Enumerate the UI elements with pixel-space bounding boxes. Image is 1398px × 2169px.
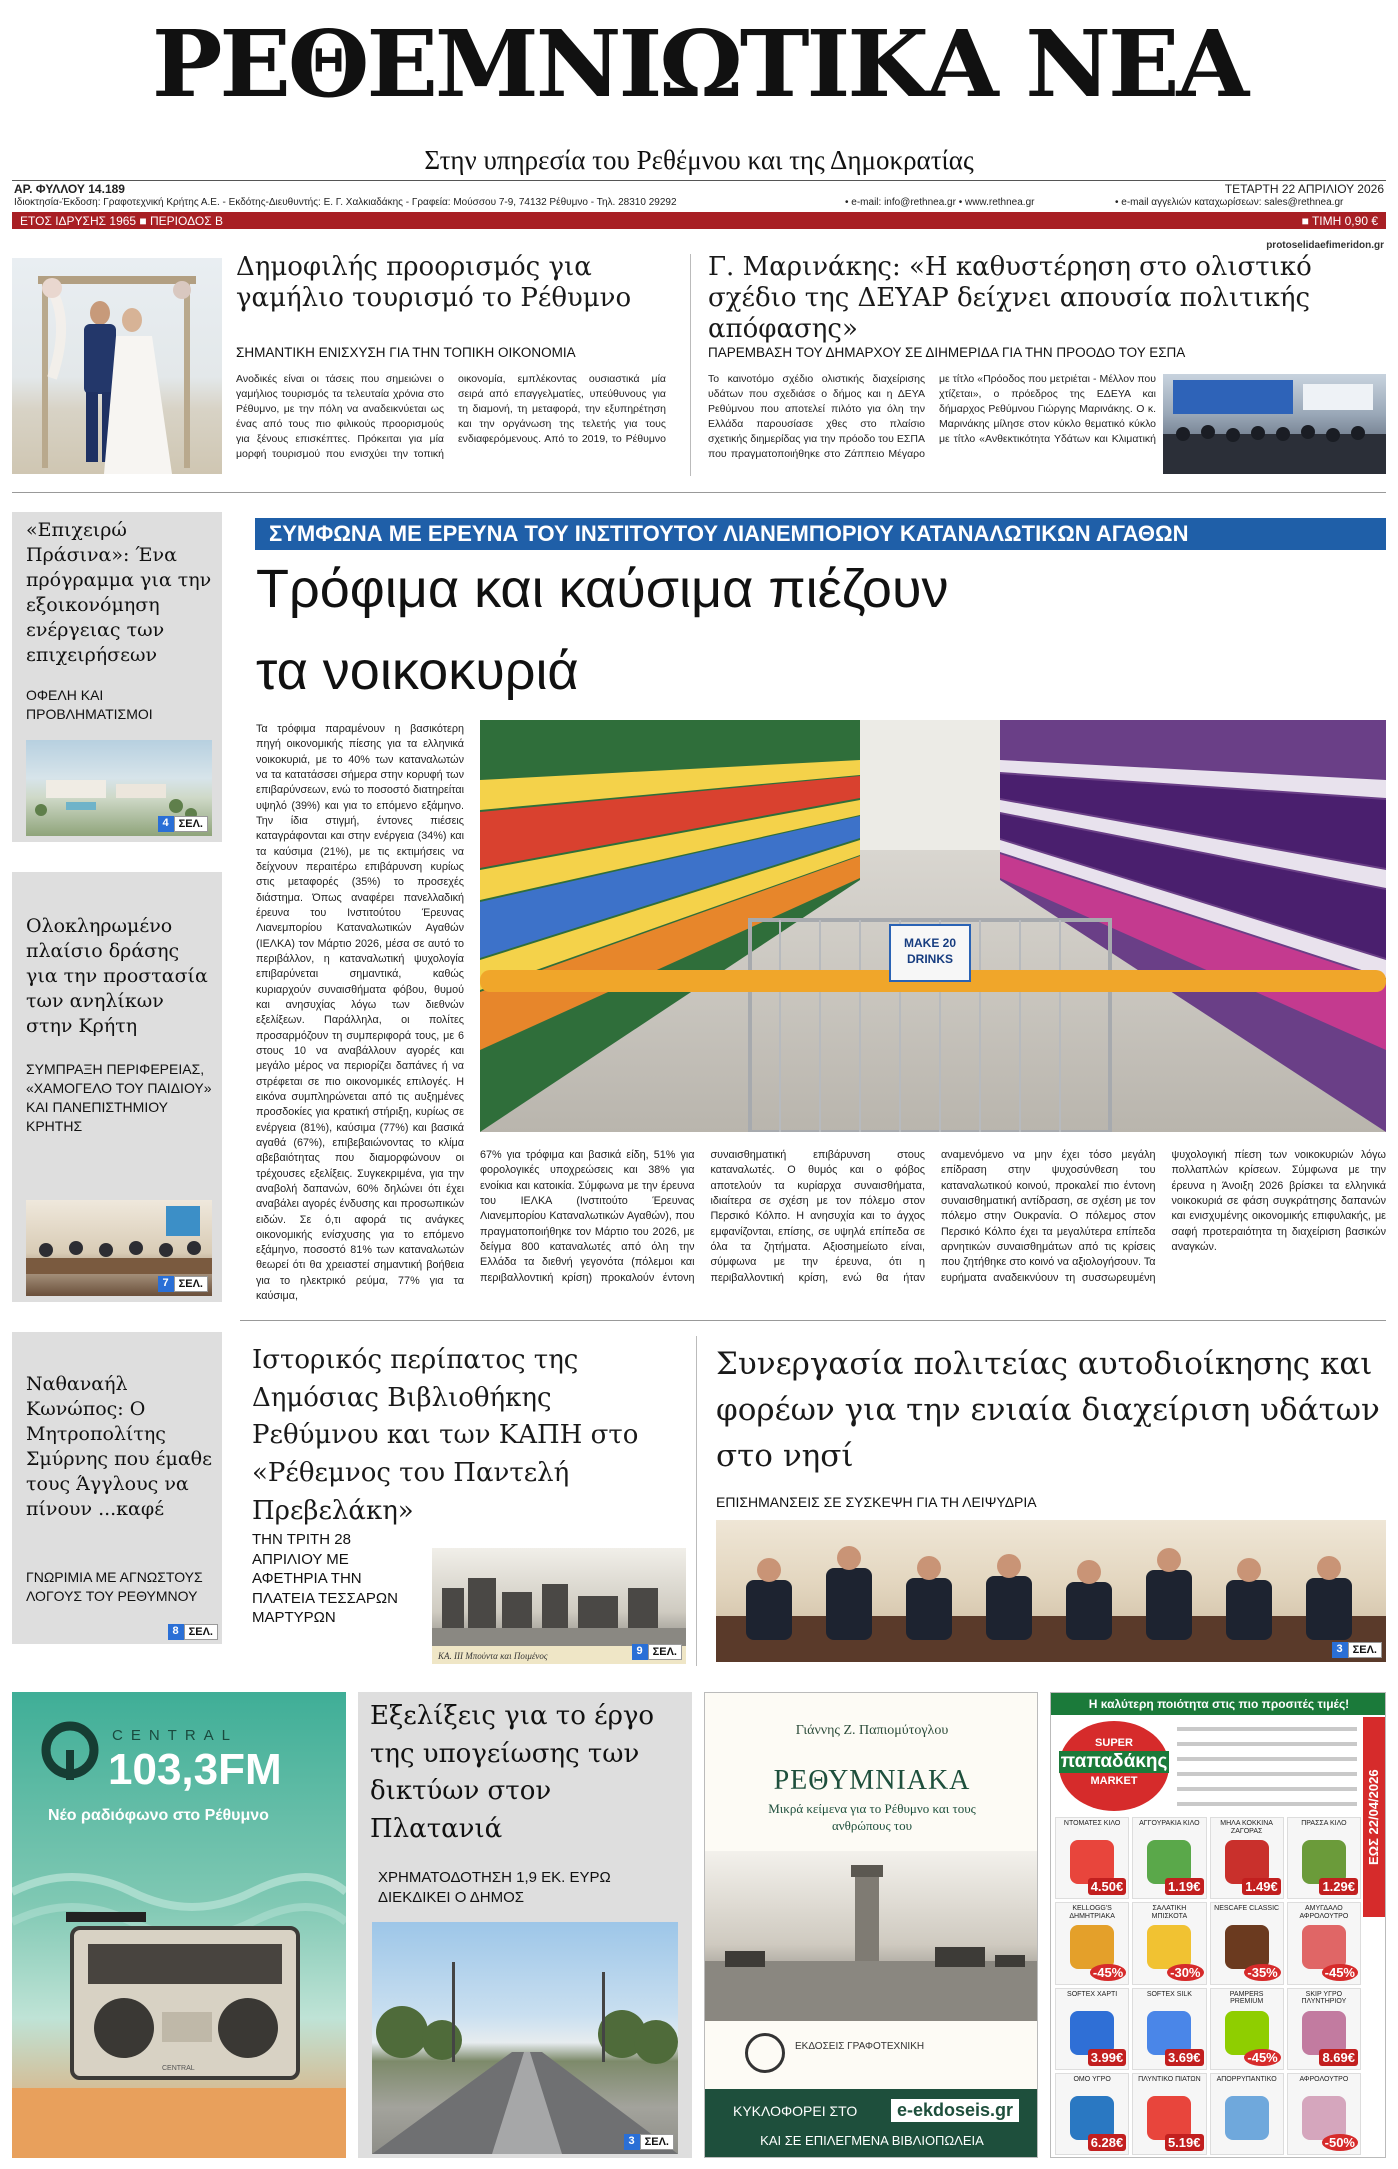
radio-frequency: 103,3FM [108, 1745, 282, 1794]
conference-illustration [1163, 374, 1386, 474]
product-grid [1055, 1817, 1361, 2155]
founded-text: ΕΤΟΣ ΙΔΡΥΣΗΣ 1965 ■ ΠΕΡΙΟΔΟΣ Β [20, 213, 223, 228]
product-image [1147, 1925, 1191, 1969]
product-name: NESCAFE CLASSIC [1214, 1905, 1280, 1913]
radio-ad-art [12, 1692, 346, 2158]
book-shops-text: ΚΑΙ ΣΕ ΕΠΙΛΕΓΜΕΝΑ ΒΙΒΛΙΟΠΩΛΕΙΑ [760, 2133, 984, 2148]
page-ref-8: 8 ΣΕΛ. [168, 1624, 218, 1640]
sidebar-box-2 [12, 872, 222, 1302]
main-headline-line1: Τρόφιμα και καύσιμα πιέζουν [256, 559, 949, 619]
sidebar-headline-1: «Επιχειρώ Πράσινα»: Ένα πρόγραμμα για την εξοικονόμηση ενέργειας των επιχειρήσεων [26, 519, 212, 667]
marinakis-body: Το καινοτόμο σχέδιο ολιστικής διαχείρισης υδάτων που σχεδιάσε ο δήμος και η ΔΕΥΑ Ρεθύμνου που αποτελεί πιλότο για όλη την Ελλάδα παρουσίασε χθες στο πλαίσιο σχετικής διημερίδας για την πρόοδο του ΕΣΠΑ που πραγματοποιήθηκε στο Ζάππειο Μέγαρο με τίτλο «Πρόοδος που μετριέται - Μέλλον που χτίζεται», ο πρόεδρος της ΕΔΕΥΑ και δήμαρχος Ρεθύμνου Γιώργης Μαρινάκης. Ο κ. Μαρινάκης μίλησε στον κύκλο θεματικό κύκλο με τίτλο «Ανθεκτικότητα Υδάτων και Κλιματική [708, 373, 1156, 460]
product-price: 8.69€ [1319, 2049, 1358, 2066]
conference-photo [1163, 374, 1386, 474]
product-name: OMO ΥΓΡΟ [1073, 2075, 1111, 2083]
cart-sign-line2: DRINKS [906, 952, 954, 966]
masthead-title: ΡΕΘΕΜΝΙΩΤΙΚΑ ΝΕΑ [151, 10, 1247, 118]
product-cell [1055, 2073, 1129, 2155]
product-price: -35% [1244, 1964, 1280, 1981]
marinakis-subhead: ΠΑΡΕΜΒΑΣΗ ΤΟΥ ΔΗΜΑΡΧΟΥ ΣΕ ΔΙΗΜΕΡΙΔΑ ΓΙΑ ΤΗΝ ΠΡΟΟΔΟ ΤΟΥ ΕΣΠΑ [708, 345, 1186, 360]
product-cell [1210, 1988, 1284, 2070]
main-body-bottom: 67% για τρόφιμα και βασικά είδη, 51% για φορολογικές υποχρεώσεις και 38% για ενοίκια και κατοικία. Σύμφωνα με την έρευνα του ΙΕΛΚΑ (Ινστιτούτο Έρευνας Λιανεμπορίου Καταναλωτικών Αγαθών), που πραγματοποιήθηκε τον Μάρτιο του 2026, με δείγμα 800 καταναλωτές από όλη την Ελλάδα τα διεθνή γεγονότα (πόλεμοι και περιβαλλοντική κρίση) προκαλούν έντονη συναισθηματική επιβάρυνση στους καταναλωτές. Ο θυμός και ο φόβος αποτελούν τα κυρίαρχα συναισθήματα, ιδιαίτερα σε σχέση με τον πόλεμο στον Περσικό Κόλπο. Η ανησυχία και το άγχος εμφανίζονται, επίσης, σε υψηλά επίπεδα σε όλα τα ζητήματα. Αξιοσημείωτο είναι, σύμφωνα με την έρευνα, ότι η περιβαλλοντική κρίση, ενώ θα ήταν αναμενόμενο να μην έχει τόσο μεγάλη επίδραση στην ψυχοσύνθεση του καταναλωτικού κοινού, προκαλεί πιο έντονη συναισθηματική αντίδραση, σε σχέση με τον πόλεμο στην Ουκρανία. Ο πόλεμος στον Περσικό Κόλπο έχει τα μεγαλύτερα επίπεδα αρνητικών συναισθημάτων από τις κρίσεις που ζητήθηκε στο κοινό να αξιολογήσουν. Τα ευρήματα αναδεικνύουν τη συσσωρευμένη ψυχολογική πίεση των νοικοκυριών λόγω πολλαπλών κρίσεων. Σύμφωνα με την έρευνα η Άνοιξη 2026 βρίσκει τα ελληνικά νοικοκυριά σε φάση συγκράτησης δαπανών και ενισχυμένης οικονομικής επιφυλακής, με σαφή προτεραιότητα τη διαχείριση βασικών αναγκών. [480, 1149, 1386, 1284]
book-ad[interactable] [704, 1692, 1038, 2158]
page-ref-4: 4 ΣΕΛ. [158, 816, 208, 832]
product-cell [1287, 1988, 1361, 2070]
product-cell [1132, 1817, 1206, 1899]
supermarket-ad[interactable] [1050, 1692, 1386, 2158]
product-image [1302, 1925, 1346, 1969]
platanias-road-photo [372, 1922, 678, 2154]
product-cell [1132, 1988, 1206, 2070]
divider [12, 180, 1386, 181]
product-cell [1132, 1902, 1206, 1984]
product-name: ΠΡΑΣΣΑ ΚΙΛΟ [1301, 1820, 1347, 1827]
product-name: ΑΦΡΟΛΟΥΤΡΟ [1299, 2075, 1349, 2083]
supermarket-logo [1059, 1721, 1169, 1811]
product-price: 1.19€ [1165, 1878, 1204, 1895]
product-price: -30% [1167, 1964, 1203, 1981]
source-credit: protoselidaefimeridon.gr [1266, 240, 1384, 251]
radio-ad[interactable] [12, 1692, 346, 2158]
brand-top: SUPER [1095, 1737, 1133, 1749]
meeting-photo [26, 1200, 212, 1296]
product-cell [1210, 1817, 1284, 1899]
book-site-link[interactable]: e-ekdoseis.gr [891, 2099, 1019, 2122]
wedding-subhead: ΣΗΜΑΝΤΙΚΗ ΕΝΙΣΧΥΣΗ ΓΙΑ ΤΗΝ ΤΟΠΙΚΗ ΟΙΚΟΝΟΜΙΑ [236, 345, 576, 360]
page-ref-7: 7 ΣΕΛ. [158, 1276, 208, 1292]
product-cell [1055, 1817, 1129, 1899]
product-cell [1055, 1902, 1129, 1984]
product-cell [1287, 2073, 1361, 2155]
platanias-sub: ΧΡΗΜΑΤΟΔΟΤΗΣΗ 1,9 ΕΚ. ΕΥΡΩ ΔΙΕΚΔΙΚΕΙ Ο ΔΗΜΟΣ [378, 1869, 611, 1907]
wedding-body: Ανοδικές είναι οι τάσεις που σημειώνει ο γαμήλιος τουρισμός τα τελευταία χρόνια στο Ρέθυμνο, με την πόλη να αναδεικνύεται ως ένας από τους πιο φιλικούς προορισμούς για ξένους επισκέπτες. Πρόκειται για μία μορφή τουρισμού που ενισχύει την τοπική οικονομία, εμπλέκοντας ουσιαστικά μία σειρά από επαγγελματίες, υπεύθυνους για τη διαμονή, τη μεταφορά, την εξυπηρέτηση και την οργάνωση της τελετής για τους ενδιαφερόμενους. Από το 2019, το Ρέθυμνο [236, 373, 666, 460]
product-cell [1055, 1988, 1129, 2070]
main-headline-line2: τα νοικοκυριά [256, 641, 579, 701]
sidebar-headline-2: Ολοκληρωμένο πλαίσιο δράσης για την προστασία των ανηλίκων στην Κρήτη [26, 915, 208, 1038]
library-headline: Ιστορικός περίπατος της Δημόσιας Βιβλιοθήκης Ρεθύμνου και των ΚΑΠΗ στο «Ρέθεμνος του Παντελή Πρεβελάκη» [252, 1345, 639, 1526]
product-price: 1.49€ [1242, 1878, 1281, 1895]
product-image [1147, 2011, 1191, 2055]
harbor-illustration [705, 1851, 1038, 2021]
radio-brand: CENTRAL [112, 1727, 239, 1744]
hotel-aerial-photo [26, 740, 212, 836]
platanias-box [358, 1692, 692, 2158]
product-price: 3.99€ [1088, 2049, 1127, 2066]
water-sub: ΕΠΙΣΗΜΑΝΣΕΙΣ ΣΕ ΣΥΣΚΕΨΗ ΓΙΑ ΤΗ ΛΕΙΨΥΔΡΙΑ [716, 1494, 1037, 1510]
product-name: ΝΤΟΜΑΤΕΣ ΚΙΛΟ [1063, 1820, 1121, 1827]
water-meeting-photo [716, 1520, 1386, 1662]
wedding-photo [12, 258, 222, 474]
product-name: ΠΛΥΝΤΙΚΟ ΠΙΑΤΩΝ [1138, 2075, 1201, 2083]
offer-validity: ΕΩΣ 22/04/2026 [1363, 1717, 1385, 1917]
product-name: SKIP ΥΓΡΟ ΠΛΥΝΤΗΡΙΟΥ [1301, 1990, 1347, 2006]
book-available-text: ΚΥΚΛΟΦΟΡΕΙ ΣΤΟ [733, 2103, 858, 2119]
water-meeting-illustration [716, 1520, 1386, 1662]
product-name: ΑΓΓΟΥΡΑΚΙΑ ΚΙΛΟ [1139, 1820, 1200, 1827]
main-body-left: Τα τρόφιμα παραμένουν η βασικότερη πηγή οικονομικής πίεσης για τα ελληνικά νοικοκυριά, με το 40% των καταναλωτών να τα κατατάσσει σήμερα στην κορυφή των επιβαρύνσεων, ενώ το ποσοστό διατηρείται υψηλό (39%) και για το επόμενο εξάμηνο. Την ίδια στιγμή, έντονες πιέσεις καταγράφονται και στην ενέργεια (34%) και τα καύσιμα (21%), με τις εκτιμήσεις να δείχνουν περαιτέρω επιβάρυνση κυρίως στις μεταφορές (35%) το προσεχές διάστημα. Όπως αναφέρει πανελλαδική έρευνα του Ινστιτούτου Έρευνας Λιανεμπορίου Καταναλωτικών Αγαθών (ΙΕΛΚΑ) τον Μάρτιο 2026, μέσα σε αυτό το περιβάλλον, η καταναλωτική ψυχολογία επιβαρύνεται σημαντικά, καθώς κυριαρχούν συναισθήματα φόβου, θυμού και ανησυχίας λόγω των διεθνών εξελίξεων. Παράλληλα, οι πολίτες προσαρμόζουν τη συμπεριφορά τους, με 6 στους 10 να αναβάλλουν αγορές και μεγάλο μέρος να περιορίζει δαπάνες ή να στρέφεται σε πιο οικονομικές επιλογές. Η εικόνα συμπληρώνεται από τις αυξημένες προσδοκίες για κρατική στήριξη, κυρίως σε ενέργεια (81%), καύσιμα (77%) και βασικά αγαθά (67%), επιβεβαιώνοντας το κλίμα αβεβαιότητας που διαμορφώνουν οι τρέχουσες εξελίξεις. Συγκεκριμένα, για την αναβολή δαπανών, 60% δηλώνει ότι έχει αναβάλει αγορές ένδυσης και προσωπικών ειδών. Σε ό,τι αφορά τις ανάγκες οικονομικής ενίσχυσης για το επόμενο εξάμηνο, ποσοστό 81% των καταναλωτών θεωρεί ότι θα χρειαστεί σημαντική βοήθεια για το ηλεκτρικό ρεύμα, 77% για τα καύσιμα, [256, 723, 464, 1303]
product-price: 5.19€ [1165, 2134, 1204, 2151]
product-name: ΑΜΥΓΔΑΛΟ ΑΦΡΟΛΟΥΤΡΟ [1299, 1905, 1349, 1920]
product-cell [1287, 1817, 1361, 1899]
ads-email: • e-mail αγγελιών καταχωρίσεων: sales@rethnea.gr [1115, 197, 1344, 208]
product-price: 3.69€ [1165, 2049, 1204, 2066]
book-publisher: ΕΚΔΟΣΕΙΣ ΓΡΑΦΟΤΕΧΝΙΚΗ [795, 2041, 925, 2052]
wedding-headline: Δημοφιλής προορισμός για γαμήλιο τουρισμό το Ρέθυμνο [236, 252, 632, 314]
aisle-illustration [480, 720, 1386, 1132]
product-image [1225, 2011, 1269, 2055]
sidebar-box-1 [12, 512, 222, 842]
water-headline: Συνεργασία πολιτείας αυτοδιοίκησης και φορέων για την ενιαία διαχείριση υδάτων στο νησί [716, 1346, 1380, 1474]
publisher-info: Ιδιοκτησία-Έκδοση: Γραφοτεχνική Κρήτης Α.Ε. - Εκδότης-Διευθυντής: Ε. Γ. Χαλκιαδάκης - Γραφεία: Μούσσου 7-9, 74132 Ρέθυμνο - Τηλ. 28310 29292 [14, 197, 677, 208]
masthead-tagline: Στην υπηρεσία του Ρεθέμνου και της Δημοκρατίας [424, 145, 974, 175]
book-title: ΡΕΘΥΜΝΙΑΚΑ [773, 1765, 971, 1796]
product-price: -45% [1244, 2049, 1280, 2066]
product-cell [1132, 2073, 1206, 2155]
issue-date: ΤΕΤΑΡΤΗ 22 ΑΠΡΙΛΙΟΥ 2026 [1224, 182, 1384, 196]
supermarket-banner: Η καλύτερη ποιότητα στις πιο προσιτές τιμές! [1051, 1693, 1386, 1715]
divider [12, 492, 1386, 493]
publisher-logo-icon [745, 2033, 785, 2073]
product-cell [1287, 1902, 1361, 1984]
product-name: KELLOGG'S ΔΗΜΗΤΡΙΑΚΑ [1069, 1905, 1115, 1920]
product-price: 4.50€ [1088, 1878, 1127, 1895]
product-cell [1210, 1902, 1284, 1984]
book-author: Γιάννης Ζ. Παπιομύτογλου [795, 1723, 949, 1738]
divider [240, 1320, 1386, 1321]
product-image [1225, 2096, 1269, 2140]
road-illustration [372, 1922, 678, 2154]
product-name: ΣΑΛΑΤΙΚΗ ΜΠΙΣΚΟΤΑ [1151, 1905, 1188, 1920]
product-price: 1.29€ [1319, 1878, 1358, 1895]
product-name: ΑΠΟΡΡΥΠΑΝΤΙΚΟ [1216, 2075, 1277, 2083]
platanias-headline: Εξελίξεις για το έργο της υπογείωσης των δικτύων στον Πλατανιά [370, 1701, 655, 1845]
product-price: -45% [1090, 1964, 1126, 1981]
product-name: SOFTEX SILK [1146, 1990, 1192, 1998]
divider [696, 1336, 697, 1666]
store-list [1177, 1721, 1357, 1811]
product-price: -45% [1322, 1964, 1358, 1981]
price-text: ■ ΤΙΜΗ 0,90 € [1301, 213, 1378, 228]
product-cell [1210, 2073, 1284, 2155]
brand-bottom: MARKET [1090, 1775, 1138, 1787]
harbor-photo [705, 1851, 1038, 2021]
product-image [1225, 1925, 1269, 1969]
wedding-illustration [12, 258, 222, 474]
sidebar-box-3 [12, 1332, 222, 1644]
radio-slogan: Νέο ραδιόφωνο στο Ρέθυμνο [48, 1807, 269, 1824]
page-ref-3: 3 ΣΕΛ. [1332, 1642, 1382, 1658]
radio-tag: CENTRAL [162, 2065, 195, 2072]
cart-sign-line1: MAKE 20 [903, 936, 957, 950]
sidebar-sub-1: ΟΦΕΛΗ ΚΑΙ ΠΡΟΒΛΗΜΑΤΙΣΜΟΙ [26, 687, 153, 722]
divider [690, 254, 691, 476]
brand-name: παπαδάκης [1060, 1751, 1168, 1772]
product-name: PAMPERS PREMIUM [1229, 1990, 1264, 2006]
sidebar-sub-3: ΓΝΩΡΙΜΙΑ ΜΕ ΑΓΝΩΣΤΟΥΣ ΛΟΓΟΥΣ ΤΟΥ ΡΕΘΥΜΝΟΥ [26, 1569, 203, 1604]
book-availability-bar [705, 2089, 1038, 2158]
product-image [1070, 1925, 1114, 1969]
photo-caption: ΚΑ. ΙΙΙ Μπούντα και Ποιμένος [438, 1651, 548, 1661]
contact-email: • e-mail: info@rethnea.gr • www.rethnea.gr [845, 197, 1035, 208]
book-subtitle: Μικρά κείμενα για το Ρέθυμνο και τους ανθρώπους του [768, 1801, 976, 1833]
sidebar-sub-2: ΣΥΜΠΡΑΞΗ ΠΕΡΙΦΕΡΕΙΑΣ, «ΧΑΜΟΓΕΛΟ ΤΟΥ ΠΑΙΔΙΟΥ» ΚΑΙ ΠΑΝΕΠΙΣΤΗΜΙΟΥ ΚΡΗΤΗΣ [26, 1061, 212, 1134]
product-name: ΜΗΛΑ ΚΟΚΚΙΝΑ ΖΑΓΟΡΑΣ [1220, 1820, 1273, 1835]
product-price: -50% [1322, 2134, 1358, 2151]
old-rethymno-photo [432, 1548, 686, 1664]
founded-bar [12, 212, 1386, 229]
product-name: SOFTEX ΧΑΡΤΙ [1067, 1990, 1118, 1998]
page-ref-9: 9 ΣΕΛ. [632, 1644, 682, 1660]
library-sub: ΤΗΝ ΤΡΙΤΗ 28 ΑΠΡΙΛΙΟΥ ΜΕ ΑΦΕΤΗΡΙΑ ΤΗΝ ΠΛΑΤΕΙΑ ΤΕΣΣΑΡΩΝ ΜΑΡΤΥΡΩΝ [252, 1531, 398, 1626]
sidebar-headline-3: Ναθαναήλ Κωνώπος: Ο Μητροπολίτης Σμύρνης που έμαθε τους Άγγλους να πίνουν ...καφέ [26, 1373, 212, 1521]
supermarket-aisle-photo [480, 720, 1386, 1132]
issue-number: ΑΡ. ΦΥΛΛΟΥ 14.189 [14, 182, 125, 196]
marinakis-headline: Γ. Μαρινάκης: «Η καθυστέρηση στο ολιστικό σχέδιο της ΔΕΥΑΡ δείχνει απουσία πολιτικής απόφασης» [708, 252, 1312, 345]
product-image [1070, 2011, 1114, 2055]
page-ref-3b: 3 ΣΕΛ. [624, 2134, 674, 2150]
product-price: 6.28€ [1088, 2134, 1127, 2151]
main-kicker: ΣΥΜΦΩΝΑ ΜΕ ΕΡΕΥΝΑ ΤΟΥ ΙΝΣΤΙΤΟΥΤΟΥ ΛΙΑΝΕΜΠΟΡΙΟΥ ΚΑΤΑΝΑΛΩΤΙΚΩΝ ΑΓΑΘΩΝ [255, 518, 1386, 550]
product-image [1302, 2011, 1346, 2055]
